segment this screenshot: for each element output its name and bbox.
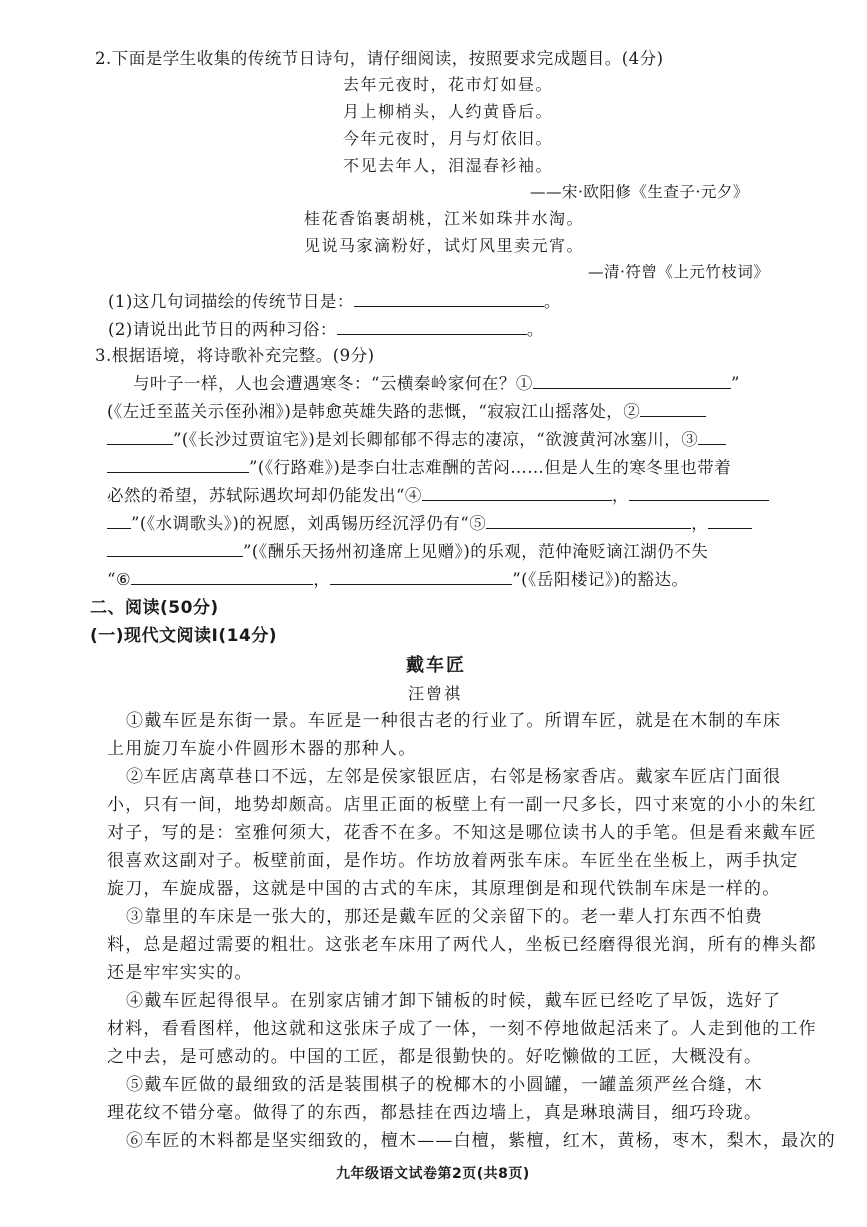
article-author: 汪曾祺 — [408, 684, 463, 703]
answer-blank-4a[interactable] — [422, 484, 612, 501]
q3-line-6-comma: ， — [691, 514, 709, 533]
q3-line-1-text: 与叶子一样，人也会遭遇寒冬：“云横秦岭家何在？① — [133, 374, 533, 393]
q3-line-8-text: ”(《岳阳楼记》)的豁达。 — [512, 570, 689, 589]
article-line: 材料，看看图样，他这就和这张床子成了一体，一刻不停地做起活来了。人走到他的工作 — [107, 1019, 817, 1039]
answer-blank-2b[interactable] — [107, 428, 173, 445]
q3-line-7 — [107, 540, 708, 563]
article-line: 旋刀，车旋成器，这就是中国的古式的车床，其原理倒是和现代铁制车床是一样的。 — [107, 879, 781, 899]
q3-line-8-comma: ， — [313, 570, 331, 589]
answer-blank-5b[interactable] — [708, 512, 752, 529]
answer-blank-4b[interactable] — [629, 484, 769, 501]
q3-line-4-text: ”(《行路难》)是李白壮志难酬的苦闷……但是人生的寒冬里也带着 — [249, 458, 732, 477]
q3-line-6 — [107, 512, 752, 535]
article-line: ⑤戴车匠做的最细致的活是装围棋子的梲椰木的小圆罐，一罐盖须严丝合缝，木 — [126, 1075, 763, 1095]
q3-line-1 — [133, 372, 740, 395]
q3-line-3 — [107, 428, 726, 451]
answer-blank-festival[interactable] — [354, 290, 544, 307]
q2-sub1 — [108, 290, 561, 313]
q3-line-1-end: ” — [730, 374, 740, 393]
answer-blank-2a[interactable] — [640, 400, 706, 417]
q2-sub2-text: (2)请说出此节日的两种习俗： — [108, 320, 337, 339]
q3-line-8 — [107, 568, 689, 591]
q3-line-3-text: ”(《长沙过贾谊宅》)是刘长卿郁郁不得志的凄凉，“欲渡黄河冰塞川，③ — [173, 430, 699, 449]
q3-stem: 3.根据语境，将诗歌补充完整。(9分) — [95, 346, 375, 365]
article-line: ②车匠店离草巷口不远，左邻是侯家银匠店，右邻是杨家香店。戴家车匠店门面很 — [126, 767, 782, 787]
q3-line-7-text: ”(《酬乐天扬州初逢席上见赠》)的乐观，范仲淹贬谪江湖仍不失 — [243, 542, 709, 561]
q3-line-6-text: ”(《水调歌头》)的祝愿，刘禹锡历经沉浮仍有“⑤ — [131, 514, 487, 533]
article-line: 上用旋刀车旋小件圆形木器的那种人。 — [107, 739, 417, 759]
answer-blank-1[interactable] — [533, 372, 731, 389]
answer-blank-3b[interactable] — [107, 456, 249, 473]
page-footer: 九年级语文试卷第2页(共8页) — [336, 1166, 530, 1182]
answer-blank-4c[interactable] — [107, 512, 131, 529]
article-line: 还是牢牢实实的。 — [107, 963, 253, 983]
poem1-source: ——宋·欧阳修《生查子·元夕》 — [530, 183, 749, 201]
article-line: 料，总是超过需要的粗壮。这张老车床用了两代人，坐板已经磨得很光润，所有的榫头都 — [107, 935, 817, 955]
q3-line-5-text: 必然的希望，苏轼际遇坎坷却仍能发出“④ — [107, 486, 422, 505]
q2-sub2-end: 。 — [526, 320, 544, 339]
article-line: ③靠里的车床是一张大的，那还是戴车匠的父亲留下的。老一辈人打东西不怕费 — [126, 907, 763, 927]
q2-sub2 — [108, 318, 544, 341]
poem2-line-2: 见说马家滴粉好，试灯风里卖元宵。 — [304, 236, 585, 255]
answer-blank-5c[interactable] — [107, 540, 243, 557]
article-line: 理花纹不错分毫。做得了的东西，都悬挂在西边墙上，真是琳琅满目，细巧玲珑。 — [107, 1103, 763, 1123]
q2-stem: 2.下面是学生收集的传统节日诗句，请仔细阅读，按照要求完成题目。(4分) — [95, 49, 664, 68]
article-line: 对子，写的是：室雅何须大，花香不在多。不知这是哪位读书人的手笔。但是看来戴车匠 — [107, 823, 817, 843]
poem1-line-2: 月上柳梢头，人约黄昏后。 — [343, 102, 554, 121]
answer-blank-3a[interactable] — [698, 428, 726, 445]
article-line: 之中去，是可感动的。中国的工匠，都是很勤快的。好吃懒做的工匠，大概没有。 — [107, 1047, 763, 1067]
section-heading-reading: 二、阅读(50分) — [90, 598, 219, 618]
poem1-line-4: 不见去年人，泪湿春衫袖。 — [343, 156, 554, 175]
poem2-source: —清·符曾《上元竹枝词》 — [588, 263, 770, 281]
article-line: ①戴车匠是东街一景。车匠是一种很古老的行业了。所谓车匠，就是在木制的车床 — [126, 711, 782, 731]
answer-blank-6a[interactable] — [131, 568, 313, 585]
q2-sub1-text: (1)这几句词描绘的传统节日是： — [108, 292, 354, 311]
article-line: 很喜欢这副对子。板壁前面，是作坊。作坊放着两张车床。车匠坐在坐板上，两手执定 — [107, 851, 799, 871]
poem1-line-3: 今年元夜时，月与灯依旧。 — [343, 129, 554, 148]
article-line: ④戴车匠起得很早。在别家店铺才卸下铺板的时候，戴车匠已经吃了早饭，选好了 — [126, 991, 782, 1011]
answer-blank-customs[interactable] — [337, 318, 527, 335]
q3-line-4 — [107, 456, 731, 479]
poem1-line-1: 去年元夜时，花市灯如昼。 — [343, 75, 554, 94]
article-line: 小，只有一间，地势却颇高。店里正面的板壁上有一副一尺多长，四寸来宽的小小的朱红 — [107, 795, 817, 815]
article-title: 戴车匠 — [406, 655, 466, 676]
subsection-heading-modern-reading: (一)现代文阅读Ⅰ(14分) — [90, 626, 278, 646]
article-line: ⑥车匠的木料都是坚实细致的，檀木——白檀，紫檀，红木，黄杨，枣木，梨木，最次的 — [126, 1131, 836, 1151]
q3-line-5-comma: ， — [611, 486, 629, 505]
q3-line-8-open: “⑥ — [107, 570, 132, 589]
q3-line-2 — [107, 400, 706, 423]
q2-sub1-end: 。 — [543, 292, 561, 311]
poem2-line-1: 桂花香馅裹胡桃，江米如珠井水淘。 — [304, 209, 585, 228]
q3-line-5 — [107, 484, 769, 507]
answer-blank-6b[interactable] — [330, 568, 512, 585]
answer-blank-5a[interactable] — [486, 512, 691, 529]
q3-line-2-text: (《左迁至蓝关示侄孙湘》)是韩愈英雄失路的悲慨，“寂寂江山摇落处，② — [107, 402, 641, 421]
